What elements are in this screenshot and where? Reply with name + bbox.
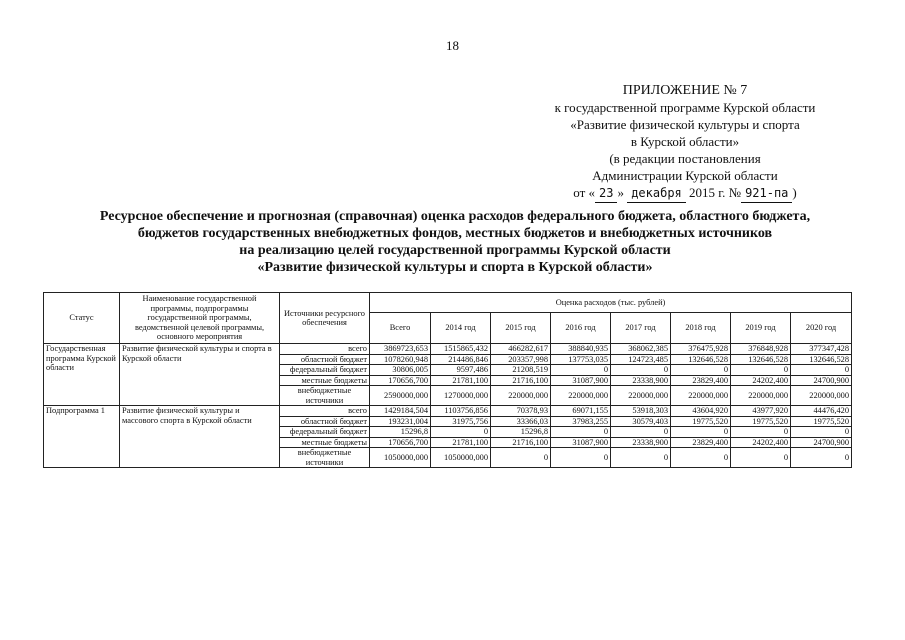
value-cell: 0 (551, 365, 611, 376)
value-cell: 0 (491, 448, 551, 468)
title-line-1: Ресурсное обеспечение и прогнозная (справочная) оценка расходов федерального бюджета, областного бюджета, (99, 209, 811, 224)
header-status: Статус (44, 293, 120, 344)
value-cell: 19775,520 (671, 416, 731, 427)
value-cell: 37983,255 (551, 416, 611, 427)
value-cell: 0 (671, 448, 731, 468)
value-cell: 132646,528 (791, 354, 852, 365)
header-estimate: Оценка расходов (тыс. рублей) (370, 293, 852, 313)
source-cell: внебюджетные источники (280, 448, 370, 468)
table-row (44, 406, 852, 417)
header-year: 2018 год (671, 313, 731, 344)
value-cell: 30806,005 (370, 365, 431, 376)
value-cell: 0 (791, 365, 852, 376)
appendix-line-4: (в редакции постановления (609, 151, 761, 166)
table-row (44, 344, 852, 355)
value-cell: 23829,400 (671, 375, 731, 386)
appendix-block (520, 82, 850, 203)
appendix-line-5: Администрации Курской области (592, 168, 778, 183)
source-cell: федеральный бюджет (280, 427, 370, 438)
value-cell: 0 (791, 448, 852, 468)
status-cell: Подпрограмма 1 (44, 406, 120, 468)
value-cell: 1050000,000 (431, 448, 491, 468)
value-cell: 0 (671, 427, 731, 438)
value-cell: 220000,000 (731, 386, 791, 406)
header-year: 2014 год (431, 313, 491, 344)
value-cell: 220000,000 (671, 386, 731, 406)
date-suffix: ) (792, 185, 797, 200)
value-cell: 21781,100 (431, 375, 491, 386)
value-cell: 21716,100 (491, 375, 551, 386)
value-cell: 31975,756 (431, 416, 491, 427)
header-year: 2017 год (611, 313, 671, 344)
value-cell: 24202,400 (731, 437, 791, 448)
value-cell: 1429184,504 (370, 406, 431, 417)
value-cell: 43977,920 (731, 406, 791, 417)
source-cell: местные бюджеты (280, 437, 370, 448)
appendix-line-3: в Курской области» (630, 134, 740, 149)
value-cell: 220000,000 (491, 386, 551, 406)
value-cell: 1515865,432 (431, 344, 491, 355)
value-cell: 23338,900 (611, 375, 671, 386)
value-cell: 53918,303 (611, 406, 671, 417)
value-cell: 1050000,000 (370, 448, 431, 468)
value-cell: 170656,700 (370, 375, 431, 386)
value-cell: 1270000,000 (431, 386, 491, 406)
value-cell: 376848,928 (731, 344, 791, 355)
value-cell: 0 (431, 427, 491, 438)
appendix-line-1: к государственной программе Курской области (554, 100, 816, 115)
value-cell: 0 (671, 365, 731, 376)
source-cell: федеральный бюджет (280, 365, 370, 376)
value-cell: 1103756,856 (431, 406, 491, 417)
value-cell: 214486,846 (431, 354, 491, 365)
title-line-2: бюджетов государственных внебюджетных фондов, местных бюджетов и внебюджетных источников (137, 226, 773, 241)
value-cell: 21781,100 (431, 437, 491, 448)
header-year: 2016 год (551, 313, 611, 344)
value-cell: 0 (551, 448, 611, 468)
value-cell: 137753,035 (551, 354, 611, 365)
value-cell: 170656,700 (370, 437, 431, 448)
value-cell: 0 (791, 427, 852, 438)
value-cell: 31087,900 (551, 437, 611, 448)
header-year: 2019 год (731, 313, 791, 344)
value-cell: 193231,004 (370, 416, 431, 427)
document-title (40, 208, 870, 276)
value-cell: 24700,900 (791, 437, 852, 448)
value-cell: 203357,998 (491, 354, 551, 365)
value-cell: 388840,935 (551, 344, 611, 355)
value-cell: 124723,485 (611, 354, 671, 365)
source-cell: внебюджетные источники (280, 386, 370, 406)
source-cell: областной бюджет (280, 354, 370, 365)
value-cell: 15296,8 (491, 427, 551, 438)
value-cell: 19775,520 (791, 416, 852, 427)
title-line-3: на реализацию целей государственной программы Курской области (239, 243, 671, 258)
value-cell: 3869723,653 (370, 344, 431, 355)
value-cell: 21716,100 (491, 437, 551, 448)
header-sources: Источники ресурсного обеспечения (280, 293, 370, 344)
value-cell: 24202,400 (731, 375, 791, 386)
source-cell: местные бюджеты (280, 375, 370, 386)
value-cell: 69071,155 (551, 406, 611, 417)
value-cell: 23338,900 (611, 437, 671, 448)
value-cell: 31087,900 (551, 375, 611, 386)
value-cell: 220000,000 (551, 386, 611, 406)
value-cell: 9597,486 (431, 365, 491, 376)
header-total: Всего (370, 313, 431, 344)
program-name-cell: Развитие физической культуры и массового спорта в Курской области (120, 406, 280, 468)
value-cell: 44476,420 (791, 406, 852, 417)
date-month: декабря (627, 185, 686, 203)
appendix-date-line (520, 184, 850, 203)
status-cell: Государственная программа Курской области (44, 344, 120, 406)
doc-number: 921-па (741, 185, 792, 203)
value-cell: 30579,403 (611, 416, 671, 427)
date-mid: » (617, 185, 624, 200)
value-cell: 0 (611, 427, 671, 438)
date-prefix: от « (573, 185, 595, 200)
value-cell: 0 (551, 427, 611, 438)
value-cell: 220000,000 (611, 386, 671, 406)
value-cell: 33366,03 (491, 416, 551, 427)
value-cell: 132646,528 (671, 354, 731, 365)
value-cell: 23829,400 (671, 437, 731, 448)
date-day: 23 (595, 185, 617, 203)
value-cell: 466282,617 (491, 344, 551, 355)
header-year: 2020 год (791, 313, 852, 344)
value-cell: 0 (611, 365, 671, 376)
date-year: 2015 г. № (689, 185, 742, 200)
header-year: 2015 год (491, 313, 551, 344)
value-cell: 24700,900 (791, 375, 852, 386)
header-name: Наименование государственной программы, подпрограммы государственной программы, ведомственной целевой программы, основного мероприятия (120, 293, 280, 344)
value-cell: 15296,8 (370, 427, 431, 438)
value-cell: 19775,520 (731, 416, 791, 427)
value-cell: 376475,928 (671, 344, 731, 355)
value-cell: 43604,920 (671, 406, 731, 417)
page-number: 18 (446, 38, 459, 53)
value-cell: 1078260,948 (370, 354, 431, 365)
appendix-line-2: «Развитие физической культуры и спорта (570, 117, 800, 132)
title-line-4: «Развитие физической культуры и спорта в Курской области» (257, 260, 653, 275)
value-cell: 132646,528 (731, 354, 791, 365)
value-cell: 70378,93 (491, 406, 551, 417)
source-cell: всего (280, 406, 370, 417)
value-cell: 21208,519 (491, 365, 551, 376)
value-cell: 368062,385 (611, 344, 671, 355)
value-cell: 2590000,000 (370, 386, 431, 406)
budget-table (43, 292, 852, 468)
value-cell: 0 (731, 448, 791, 468)
value-cell: 0 (731, 427, 791, 438)
program-name-cell: Развитие физической культуры и спорта в Курской области (120, 344, 280, 406)
appendix-heading: ПРИЛОЖЕНИЕ № 7 (622, 83, 748, 98)
value-cell: 220000,000 (791, 386, 852, 406)
source-cell: всего (280, 344, 370, 355)
source-cell: областной бюджет (280, 416, 370, 427)
value-cell: 0 (611, 448, 671, 468)
value-cell: 0 (731, 365, 791, 376)
value-cell: 377347,428 (791, 344, 852, 355)
